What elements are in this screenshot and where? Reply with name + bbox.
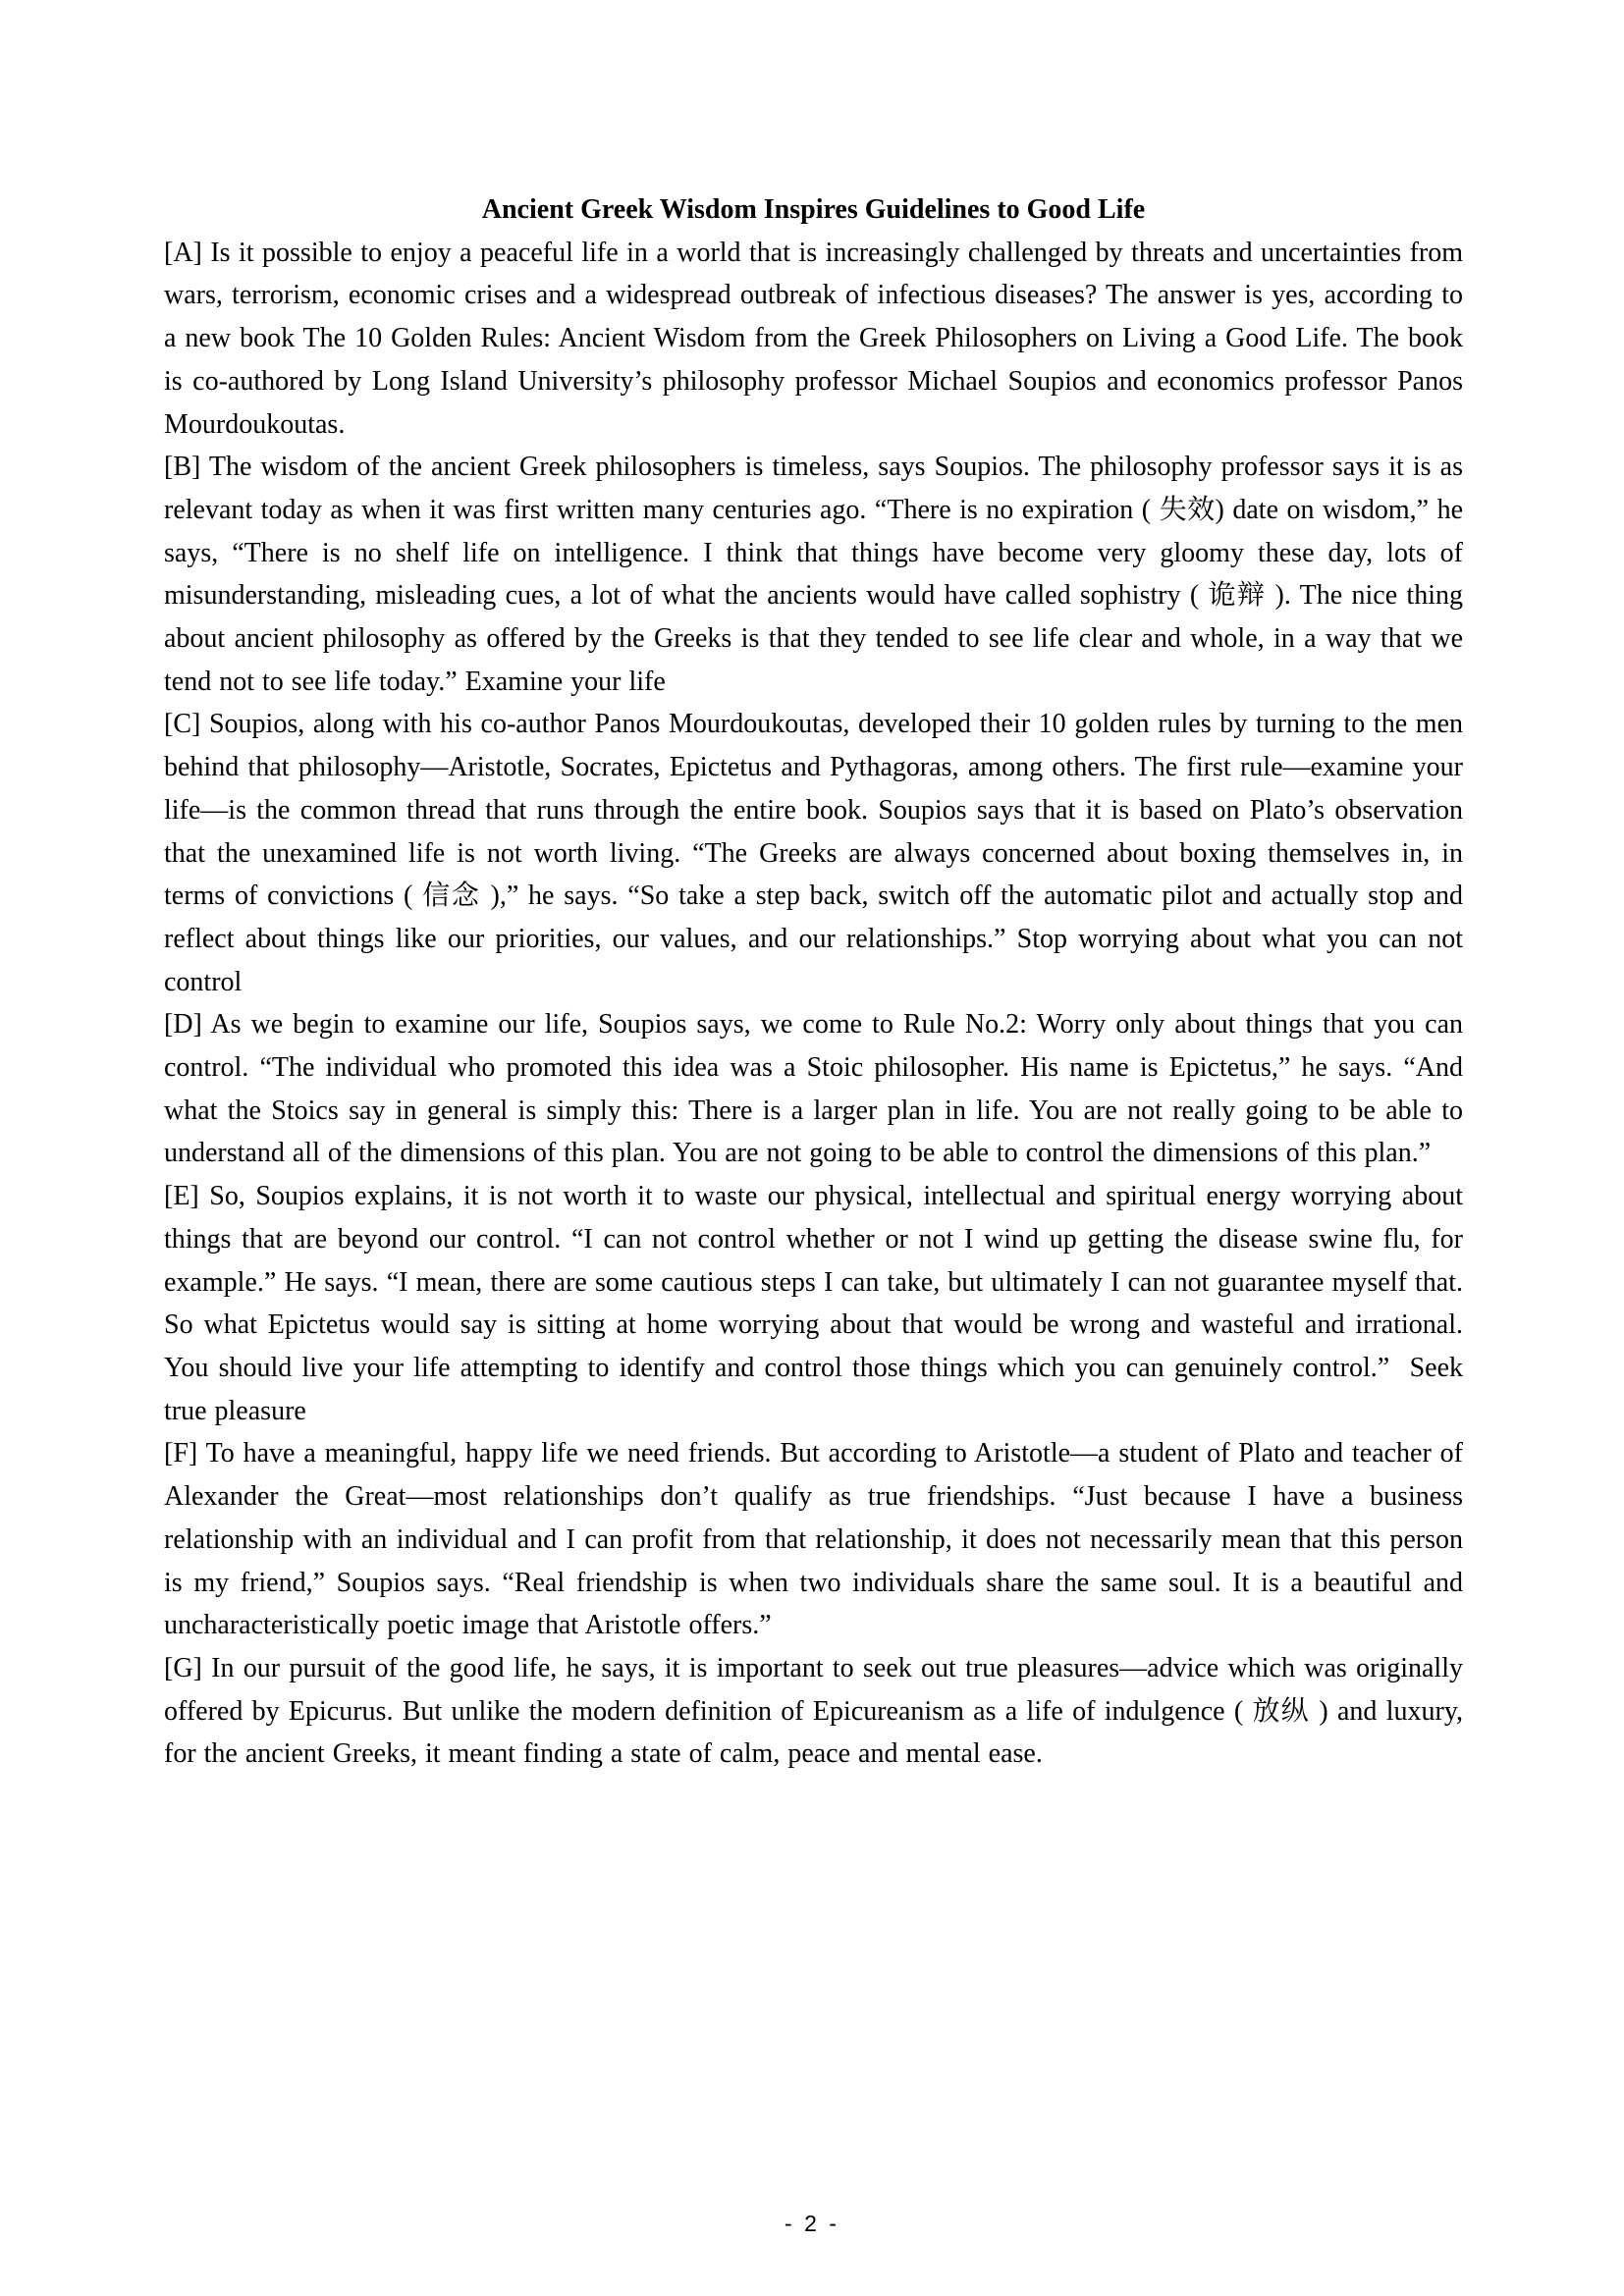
paragraph-a: [A] Is it possible to enjoy a peaceful life in a world that is increasingly challenged by threats and uncertainties from wars, terrorism, economic crises and a widespread outbreak of infectious diseases? The answer is yes, according to a new book The 10 Golden Rules: Ancient Wisdom from the Greek Philosophers on Living a Good Life. The book is co-authored by Long Island University’s philosophy professor Michael Soupios and economics professor Panos Mourdoukoutas. [164,237,1463,440]
document-body [164,188,1463,1776]
page-title: Ancient Greek Wisdom Inspires Guidelines to Good Life [481,194,1146,225]
paragraph-c: [C] Soupios, along with his co-author Panos Mourdoukoutas, developed their 10 golden rules by turning to the men behind that philosophy—Aristotle, Socrates, Epictetus and Pythagoras, among others. The first rule—examine your life—is the common thread that runs through the entire book. Soupios says that it is based on Plato’s observation that the unexamined life is not worth living. “The Greeks are always concerned about boxing themselves in, in terms of convictions ( 信念 ),” he says. “So take a step back, switch off the automatic pilot and actually stop and reflect about things like our priorities, our values, and our relationships.” Stop worrying about what you can not control [164,709,1463,997]
paragraph-g: [G] In our pursuit of the good life, he says, it is important to seek out true pleasures—advice which was originally offered by Epicurus. But unlike the modern definition of Epicureanism as a life of indulgence ( 放纵 ) and luxury, for the ancient Greeks, it meant finding a state of calm, peace and mental ease. [164,1652,1463,1770]
paragraph-d: [D] As we begin to examine our life, Soupios says, we come to Rule No.2: Worry only about things that you can control. “The individual who promoted this idea was a Stoic philosopher. His name is Epictetus,” he says. “And what the Stoics say in general is simply this: There is a larger plan in life. You are not really going to be able to understand all of the dimensions of this plan. You are not going to be able to control the dimensions of this plan.” [164,1009,1463,1169]
page-number: - 2 - [785,2211,839,2236]
paragraph-f: [F] To have a meaningful, happy life we need friends. But according to Aristotle—a student of Plato and teacher of Alexander the Great—most relationships don’t qualify as true friendships. “Just because I have a business relationship with an individual and I can profit from that relationship, it does not necessarily mean that this person is my friend,” Soupios says. “Real friendship is when two individuals share the same soul. It is a beautiful and uncharacteristically poetic image that Aristotle offers.” [164,1438,1463,1641]
paragraph-e: [E] So, Soupios explains, it is not worth it to waste our physical, intellectual and spiritual energy worrying about things that are beyond our control. “I can not control whether or not I wind up getting the disease swine flu, for example.” He says. “I mean, there are some cautious steps I can take, but ultimately I can not guarantee myself that. So what Epictetus would say is sitting at home worrying about that would be wrong and wasteful and irrational. You should live your life attempting to identify and control those things which you can genuinely control.” Seek true pleasure [164,1181,1463,1426]
paragraph-b: [B] The wisdom of the ancient Greek philosophers is timeless, says Soupios. The philosophy professor says it is as relevant today as when it was first written many centuries ago. “There is no expiration ( 失效) date on wisdom,” he says, “There is no shelf life on intelligence. I think that things have become very gloomy these day, lots of misunderstanding, misleading cues, a lot of what the ancients would have called sophistry ( 诡辩 ). The nice thing about ancient philosophy as offered by the Greeks is that they tended to see life clear and whole, in a way that we tend not to see life today.” Examine your life [164,452,1463,697]
